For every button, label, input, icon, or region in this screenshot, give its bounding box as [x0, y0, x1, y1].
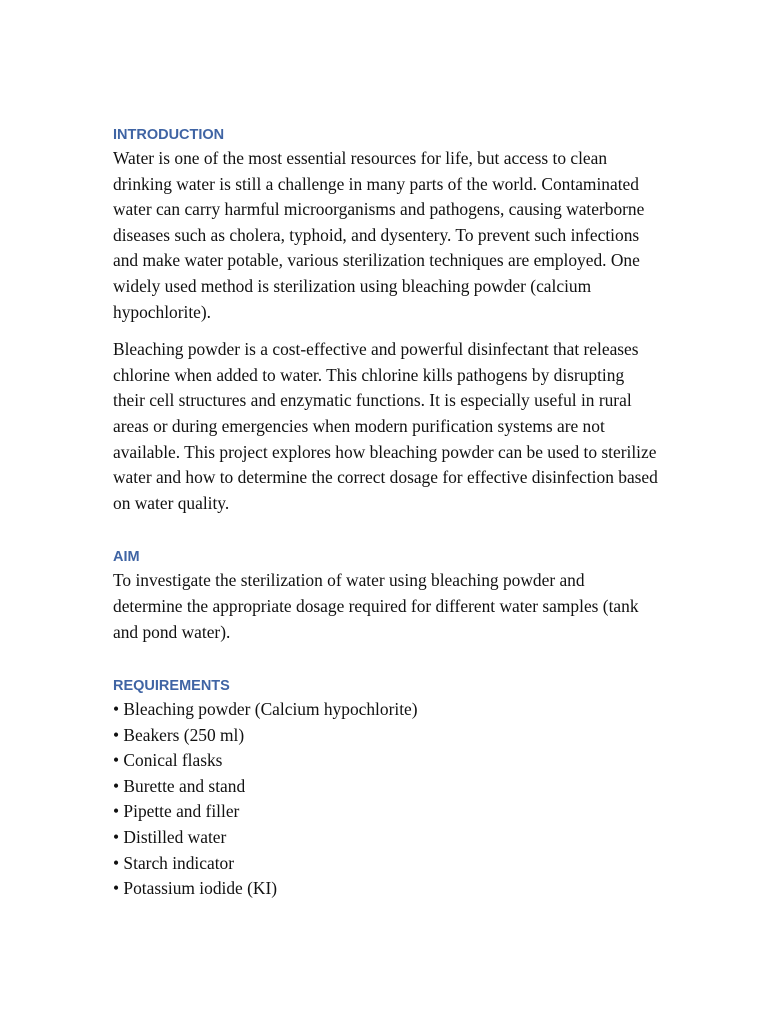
requirement-item: • Pipette and filler [113, 801, 240, 822]
requirements-list [113, 697, 658, 902]
document-page [113, 124, 658, 902]
introduction-heading: INTRODUCTION [113, 127, 225, 143]
requirements-section [113, 675, 658, 902]
requirement-item: • Starch indicator [113, 852, 235, 873]
aim-paragraph: To investigate the sterilization of water using bleaching powder and determine the appropriate dosage required for different water samples (tank and pond water). [113, 570, 639, 642]
introduction-section [113, 124, 658, 516]
requirement-item: • Distilled water [113, 827, 227, 848]
requirement-item: • Conical flasks [113, 750, 223, 771]
aim-section [113, 546, 658, 645]
introduction-paragraph-1: Water is one of the most essential resources for life, but access to clean drinking water is still a challenge in many parts of the world. Contaminated water can carry harmful microorganisms and pathogens, causing waterborne diseases such as cholera, typhoid, and dysentery. To prevent such infections and make water potable, various sterilization techniques are employed. One widely used method is sterilization using bleaching powder (calcium hypochlorite). [113, 148, 645, 322]
introduction-paragraph-2: Bleaching powder is a cost-effective and powerful disinfectant that releases chlorine when added to water. This chlorine kills pathogens by disrupting their cell structures and enzymatic functions. It is especially useful in rural areas or during emergencies when modern purification systems are not available. This project explores how bleaching powder can be used to sterilize water and how to determine the correct dosage for effective disinfection based on water quality. [113, 339, 658, 513]
requirements-heading: REQUIREMENTS [113, 678, 230, 695]
requirement-item: • Potassium iodide (KI) [113, 878, 278, 899]
requirement-item: • Burette and stand [113, 775, 246, 796]
requirement-item: • Bleaching powder (Calcium hypochlorite) [113, 699, 418, 720]
requirement-item: • Beakers (250 ml) [113, 724, 245, 745]
aim-heading: AIM [113, 549, 140, 566]
